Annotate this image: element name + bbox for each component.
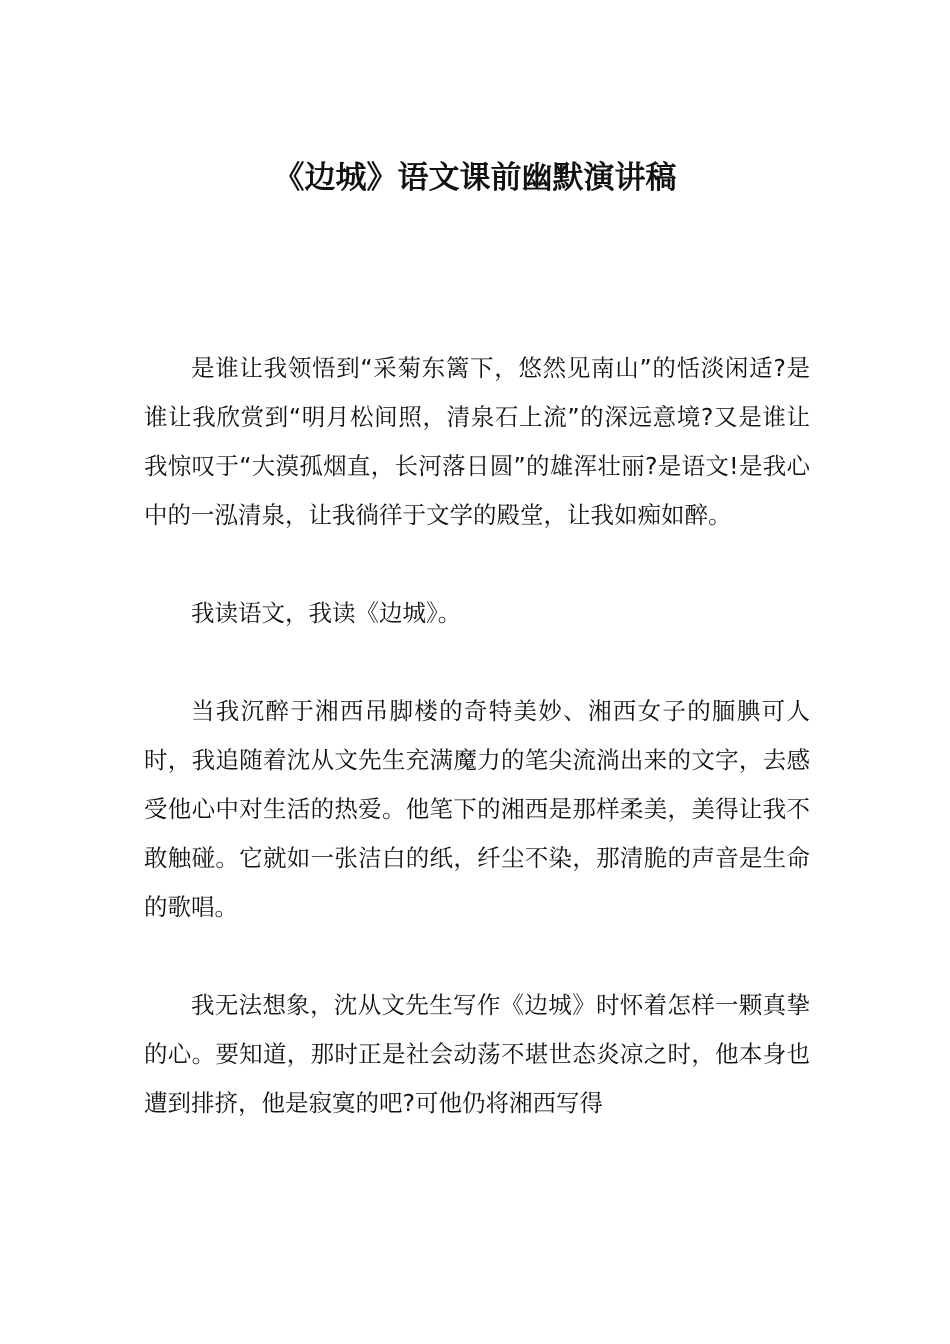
- document-title: 《边城》语文课前幽默演讲稿: [273, 160, 677, 196]
- document-body: [144, 344, 810, 1177]
- paragraph-2: 我读语文，我读《边城》。: [191, 599, 462, 627]
- paragraph-1: 是谁让我领悟到“采菊东篱下，悠然见南山”的恬淡闲适?是谁让我欣赏到“明月松间照，清泉石上流”的深远意境?又是谁让我惊叹于“大漠孤烟直，长河落日圆”的雄浑壮丽?是语文!是我心中的一泓清泉，让我徜徉于文学的殿堂，让我如痴如醉。: [144, 354, 810, 529]
- paragraph-4: 我无法想象，沈从文先生写作《边城》时怀着怎样一颗真挚的心。要知道，那时正是社会动荡不堪世态炎凉之时，他本身也遭到排挤，他是寂寞的吧?可他仍将湘西写得: [144, 991, 810, 1117]
- paragraph-3: 当我沉醉于湘西吊脚楼的奇特美妙、湘西女子的腼腆可人时，我追随着沈从文先生充满魔力的笔尖流淌出来的文字，去感受他心中对生活的热爱。他笔下的湘西是那样柔美，美得让我不敢触碰。它就如一张洁白的纸，纤尘不染，那清脆的声音是生命的歌唱。: [144, 697, 810, 921]
